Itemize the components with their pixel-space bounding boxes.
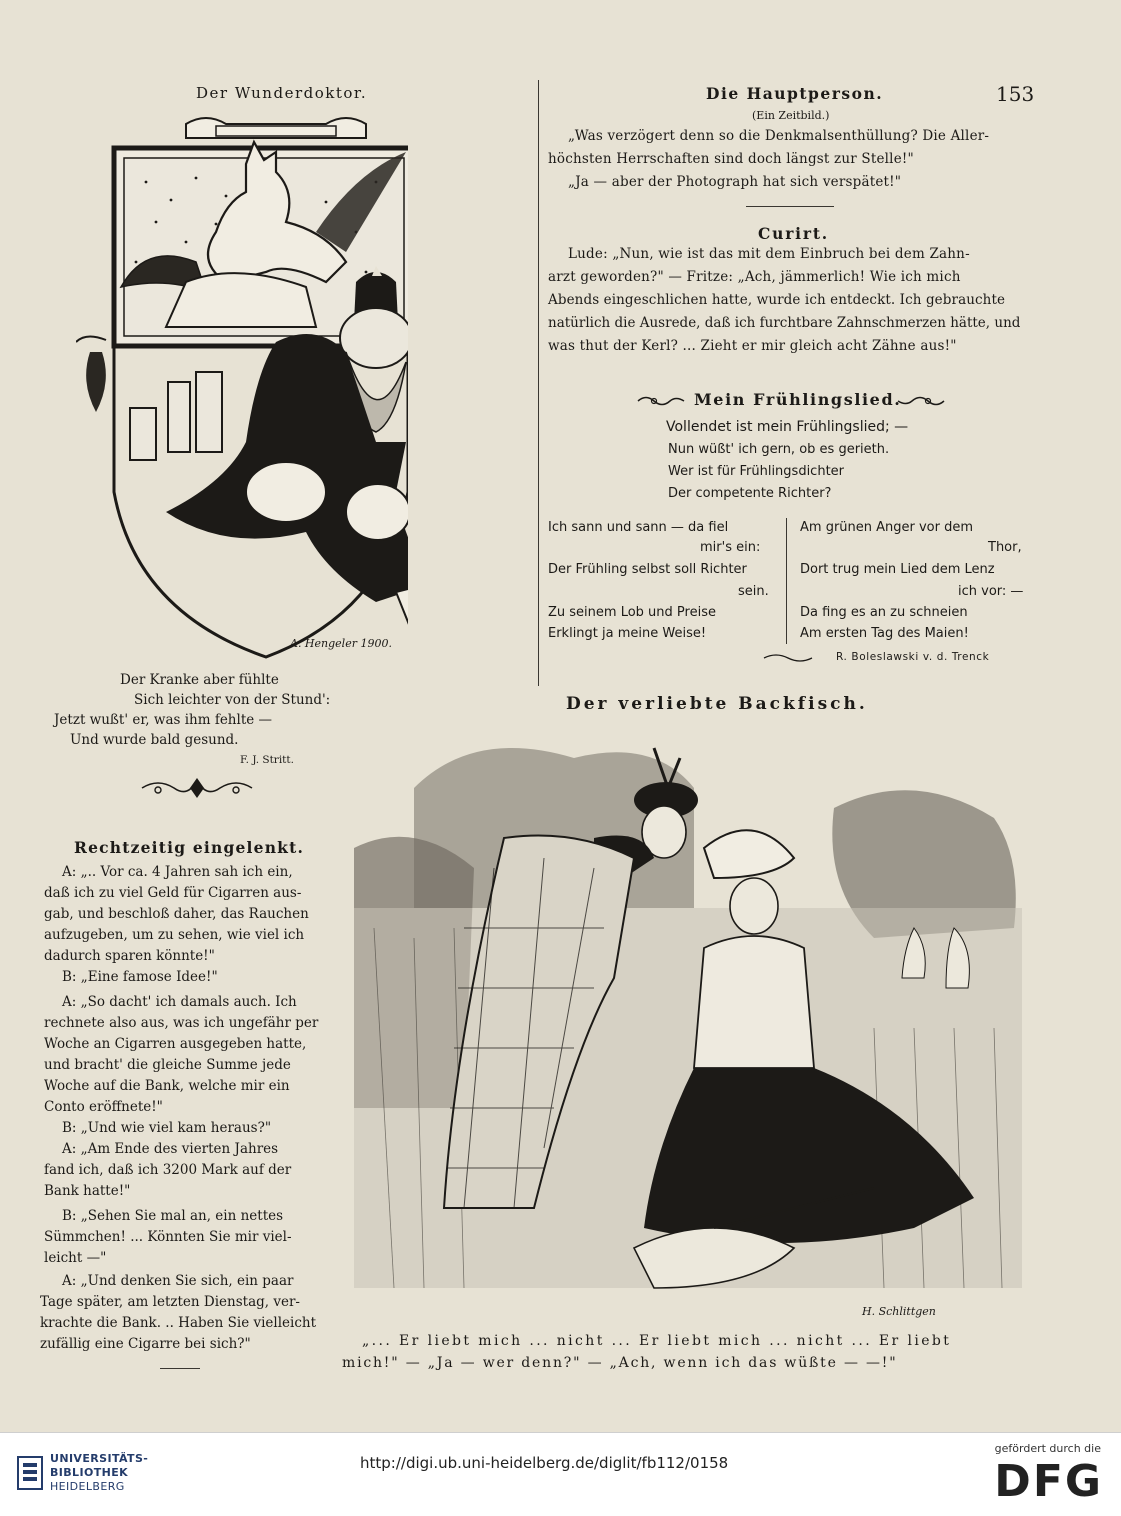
rechtzeitig-line: dadurch sparen könnte!" bbox=[44, 948, 215, 964]
rechtzeitig-line: A: „So dacht' ich damals auch. Ich bbox=[62, 994, 297, 1010]
curirt-line: Abends eingeschlichen hatte, wurde ich entdeckt. Ich gebrauchte bbox=[548, 292, 1006, 308]
fruehlingslied-intro: Der competente Richter? bbox=[668, 486, 832, 501]
ornament-left bbox=[636, 392, 686, 410]
rechtzeitig-line: A: „.. Vor ca. 4 Jahren sah ich ein, bbox=[62, 864, 293, 880]
funding-caption: gefördert durch die bbox=[994, 1442, 1101, 1455]
stanza-left-line: Zu seinem Lob und Preise bbox=[548, 605, 716, 620]
rechtzeitig-line: B: „Und wie viel kam heraus?" bbox=[62, 1120, 272, 1136]
permalink-url[interactable]: http://digi.ub.uni-heidelberg.de/diglit/fb112/0158 bbox=[360, 1454, 729, 1472]
rechtzeitig-line: B: „Sehen Sie mal an, ein nettes bbox=[62, 1208, 284, 1224]
backfisch-signature: H. Schlittgen bbox=[862, 1305, 936, 1318]
rechtzeitig-line: leicht —" bbox=[44, 1250, 107, 1266]
ornament-flourish-icon bbox=[138, 774, 256, 802]
rechtzeitig-line: Bank hatte!" bbox=[44, 1183, 131, 1199]
stanza-right-line: Dort trug mein Lied dem Lenz bbox=[800, 562, 995, 577]
curirt-line: was thut der Kerl? ... Zieht er mir gleich acht Zähne aus!" bbox=[548, 338, 957, 354]
author-flourish bbox=[762, 652, 814, 664]
stanza-left-line: Erklingt ja meine Weise! bbox=[548, 626, 707, 641]
dfg-logo[interactable]: DFG bbox=[994, 1456, 1103, 1507]
rechtzeitig-line: krachte die Bank. .. Haben Sie vielleicht bbox=[40, 1315, 317, 1331]
library-name-line: BIBLIOTHEK bbox=[50, 1466, 129, 1479]
stanza-right-line: ich vor: — bbox=[958, 584, 1024, 599]
rechtzeitig-line: A: „Am Ende des vierten Jahres bbox=[62, 1141, 279, 1157]
rechtzeitig-line: und bracht' die gleiche Summe jede bbox=[44, 1057, 291, 1073]
stanza-divider bbox=[786, 518, 787, 644]
stanza-left-line: mir's ein: bbox=[700, 540, 761, 555]
rechtzeitig-line: Sümmchen! ... Könnten Sie mir viel- bbox=[44, 1229, 292, 1245]
section-hauptperson-title: Die Hauptperson. bbox=[706, 84, 884, 103]
rechtzeitig-line: rechnete also aus, was ich ungefähr per bbox=[44, 1015, 319, 1031]
section-rechtzeitig-title: Rechtzeitig eingelenkt. bbox=[74, 838, 305, 857]
section-rule bbox=[746, 206, 834, 207]
rechtzeitig-line: Conto eröffnete!" bbox=[44, 1099, 163, 1115]
backfisch-caption-line-2: mich!" — „Ja — wer denn?" — „Ach, wenn ich das wüßte — —!" bbox=[342, 1355, 898, 1371]
library-name-line: HEIDELBERG bbox=[50, 1480, 125, 1493]
hauptperson-subtitle: (Ein Zeitbild.) bbox=[752, 109, 830, 122]
rechtzeitig-line: Woche an Cigarren ausgegeben hatte, bbox=[44, 1036, 307, 1052]
stanza-left-line: Der Frühling selbst soll Richter bbox=[548, 562, 747, 577]
flourish-right-icon bbox=[896, 392, 946, 410]
two-women-meadow-icon bbox=[354, 728, 1022, 1326]
fruehlingslied-author: R. Boleslawski v. d. Trenck bbox=[836, 651, 990, 663]
poem-line-2: Sich leichter von der Stund': bbox=[134, 692, 331, 708]
fruehlingslied-intro: Wer ist für Frühlingsdichter bbox=[668, 464, 845, 479]
page-number: 153 bbox=[996, 82, 1035, 106]
rechtzeitig-line: Tage später, am letzten Dienstag, ver- bbox=[40, 1294, 300, 1310]
hauptperson-line: „Was verzögert denn so die Denkmalsenthüllung? Die Aller- bbox=[568, 128, 990, 144]
fruehlingslied-intro: Nun wüßt' ich gern, ob es gerieth. bbox=[668, 442, 890, 457]
ornament bbox=[138, 774, 256, 802]
fruehlingslied-intro: Vollendet ist mein Frühlingslied; — bbox=[666, 419, 909, 435]
curirt-line: Lude: „Nun, wie ist das mit dem Einbruch bei dem Zahn- bbox=[568, 246, 970, 262]
heidelberg-seal-icon bbox=[16, 1455, 44, 1491]
poem-line-3: Jetzt wußt' er, was ihm fehlte — bbox=[54, 712, 273, 728]
rechtzeitig-line: fand ich, daß ich 3200 Mark auf der bbox=[44, 1162, 292, 1178]
rechtzeitig-line: B: „Eine famose Idee!" bbox=[62, 969, 218, 985]
stanza-right-line: Am grünen Anger vor dem bbox=[800, 520, 974, 535]
stanza-left-line: Ich sann und sann — da fiel bbox=[548, 520, 729, 535]
illustration-signature: A. Hengeler 1900. bbox=[290, 637, 392, 650]
poem-line-1: Der Kranke aber fühlte bbox=[120, 672, 279, 688]
curirt-line: arzt geworden?" — Fritze: „Ach, jämmerlich! Wie ich mich bbox=[548, 269, 961, 285]
column-divider bbox=[538, 80, 539, 686]
backfisch-caption-line-1: „... Er liebt mich ... nicht ... Er liebt mich ... nicht ... Er liebt bbox=[362, 1333, 952, 1349]
university-library-logo[interactable] bbox=[16, 1455, 44, 1491]
rechtzeitig-line: Woche auf die Bank, welche mir ein bbox=[44, 1078, 290, 1094]
stanza-right-line: Am ersten Tag des Maien! bbox=[800, 626, 969, 641]
rechtzeitig-line: aufzugeben, um zu sehen, wie viel ich bbox=[44, 927, 305, 943]
backfisch-illustration bbox=[354, 728, 1022, 1326]
left-end-rule bbox=[160, 1368, 200, 1369]
rechtzeitig-line: daß ich zu viel Geld für Cigarren aus- bbox=[44, 885, 302, 901]
section-curirt-title: Curirt. bbox=[758, 224, 829, 243]
left-header-title: Der Wunderdoktor. bbox=[196, 84, 368, 102]
viewer-footer bbox=[0, 1432, 1121, 1516]
section-backfisch-title: Der verliebte Backfisch. bbox=[566, 694, 868, 714]
stanza-right-line: Thor, bbox=[988, 540, 1022, 555]
ornament-right bbox=[896, 392, 946, 410]
curirt-line: natürlich die Ausrede, daß ich furchtbare Zahnschmerzen hätte, und bbox=[548, 315, 1021, 331]
flourish-small-icon bbox=[762, 652, 814, 664]
rechtzeitig-line: zufällig eine Cigarre bei sich?" bbox=[40, 1336, 251, 1352]
rechtzeitig-line: A: „Und denken Sie sich, ein paar bbox=[62, 1273, 294, 1289]
poem-line-4: Und wurde bald gesund. bbox=[70, 732, 239, 748]
stanza-right-line: Da fing es an zu schneien bbox=[800, 605, 968, 620]
hauptperson-line: höchsten Herrschaften sind doch längst zur Stelle!" bbox=[548, 151, 914, 167]
quack-doctor-icon bbox=[76, 112, 408, 660]
wunderdoktor-illustration bbox=[76, 112, 408, 660]
library-name-line: UNIVERSITÄTS- bbox=[50, 1452, 149, 1465]
poem-author: F. J. Stritt. bbox=[240, 754, 294, 766]
stanza-left-line: sein. bbox=[738, 584, 769, 599]
section-fruehlingslied-title: Mein Frühlingslied. bbox=[694, 390, 902, 409]
hauptperson-line: „Ja — aber der Photograph hat sich verspätet!" bbox=[568, 174, 902, 190]
rechtzeitig-line: gab, und beschloß daher, das Rauchen bbox=[44, 906, 309, 922]
flourish-left-icon bbox=[636, 392, 686, 410]
